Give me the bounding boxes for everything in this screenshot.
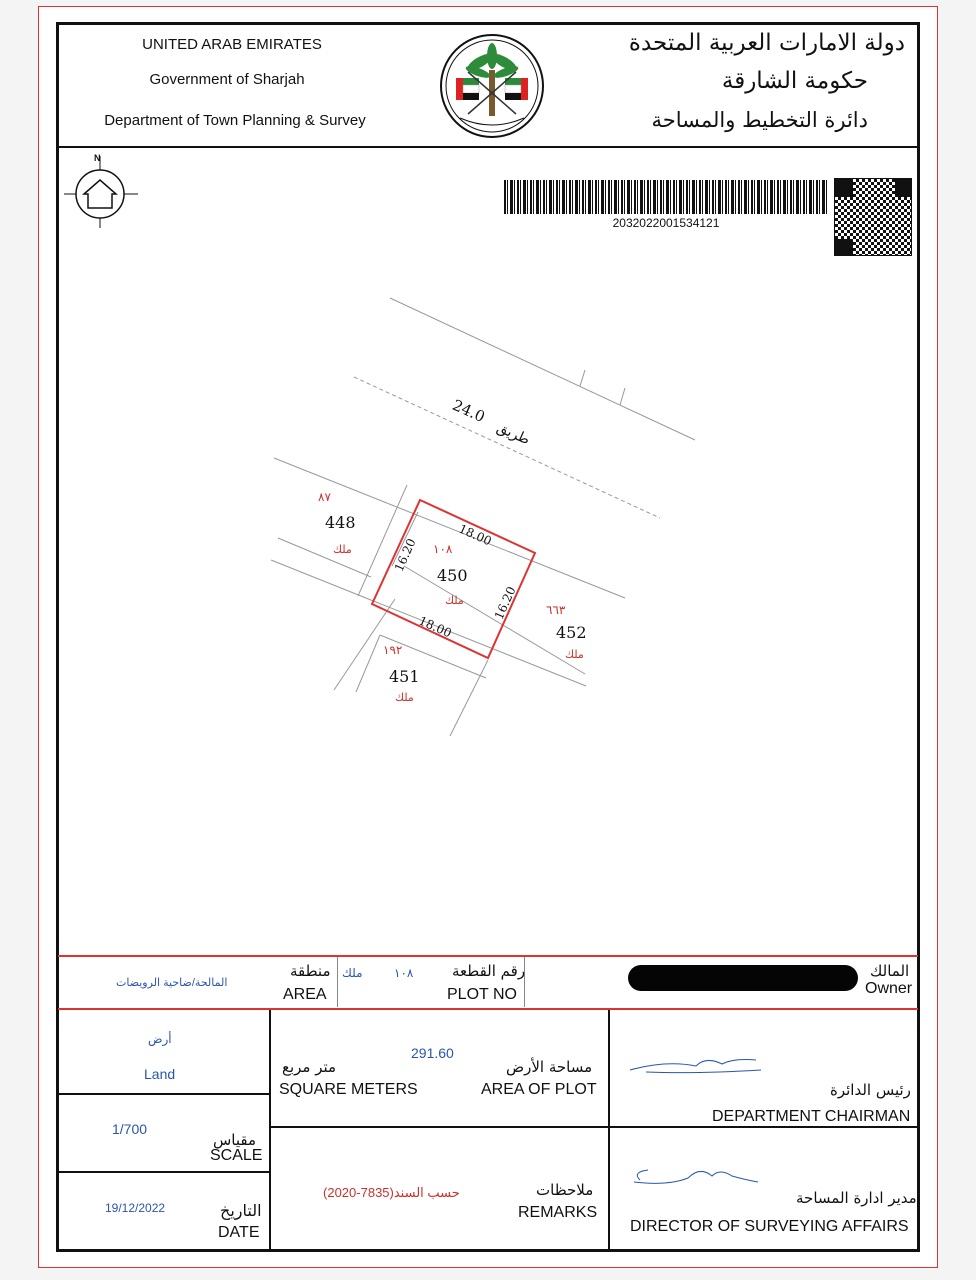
land-value-en: Land (144, 1066, 176, 1082)
date-label-en: DATE (218, 1224, 260, 1241)
north-label: N (94, 153, 101, 163)
road-center-line (354, 377, 660, 518)
country-ar: دولة الامارات العربية المتحدة (628, 30, 905, 56)
neighbor-452-number-ar: ٦٦٣ (546, 603, 566, 617)
neighbor-452-type: ملك (565, 649, 584, 661)
country-en: UNITED ARAB EMIRATES (142, 36, 322, 53)
table-divider (270, 1126, 918, 1128)
owner-label-en: Owner (865, 980, 913, 997)
road-label: طريق (494, 419, 533, 449)
chairman-label-en: DEPARTMENT CHAIRMAN (712, 1108, 911, 1125)
sharjah-emblem (438, 32, 546, 140)
table-divider (58, 1171, 270, 1173)
area-of-plot-label-ar: مساحة الأرض (506, 1058, 593, 1076)
header-divider (58, 146, 918, 148)
government-ar: حكومة الشارقة (721, 68, 868, 94)
table-divider (608, 1010, 610, 1250)
owner-name-redacted (628, 965, 858, 991)
north-arrow-icon (62, 152, 142, 232)
neighbor-452-number: 452 (556, 623, 587, 642)
remarks-label-ar: ملاحظات (536, 1181, 594, 1199)
side-right-dimension: 16.20 (491, 584, 519, 622)
scale-value: 1/700 (112, 1121, 148, 1137)
director-label-ar: مدير ادارة المساحة (796, 1189, 917, 1207)
table-divider (58, 1093, 270, 1095)
table-divider (269, 1010, 271, 1250)
date-label-ar: التاريخ (220, 1201, 262, 1220)
chairman-signature (626, 1052, 766, 1082)
road-width-label: 24.0 (449, 395, 488, 427)
area-label-ar: منطقة (290, 962, 331, 980)
area-of-plot-label-en: AREA OF PLOT (481, 1081, 597, 1098)
subject-plot-number-ar: ١٠٨ (433, 542, 453, 556)
subject-plot-number: 450 (437, 566, 468, 585)
info-strip-top-border (58, 955, 918, 957)
plot-no-value: ١٠٨ (394, 966, 414, 980)
side-left-dimension: 16.20 (391, 536, 419, 574)
director-label-en: DIRECTOR OF SURVEYING AFFAIRS (630, 1218, 909, 1235)
government-en: Government of Sharjah (149, 71, 305, 88)
side-bottom-dimension: 18.00 (416, 613, 454, 641)
director-signature (628, 1162, 768, 1194)
barcode-number: 2032022001534121 (612, 216, 720, 230)
side-top-dimension: 18.00 (456, 521, 494, 549)
date-value: 19/12/2022 (105, 1201, 166, 1215)
scale-label-en: SCALE (210, 1147, 263, 1164)
road-edge-line (390, 298, 695, 440)
neighbor-451-number-ar: ١٩٢ (383, 643, 403, 657)
info-divider (337, 957, 338, 1007)
remarks-value: حسب السند(7835-2020) (323, 1185, 460, 1200)
area-value: المالحة/ضاحية الرويضات (116, 977, 228, 989)
neighbor-451-number: 451 (389, 667, 420, 686)
owner-label-ar: المالك (870, 962, 910, 980)
scale-label-ar: مقياس (213, 1131, 257, 1149)
sqm-label-en: SQUARE METERS (279, 1081, 418, 1098)
neighbor-448-number-ar: ٨٧ (318, 490, 331, 504)
plot-plan-drawing (58, 230, 918, 930)
area-of-plot-value: 291.60 (411, 1045, 454, 1061)
barcode-image (504, 180, 828, 214)
department-ar: دائرة التخطيط والمساحة (651, 108, 868, 132)
remarks-label-en: REMARKS (518, 1204, 598, 1221)
subject-plot-type: ملك (445, 595, 464, 607)
land-value-ar: أرض (148, 1032, 172, 1046)
neighbor-451-type: ملك (395, 692, 414, 704)
neighbor-448-number: 448 (325, 513, 356, 532)
plot-no-label-ar: رقم القطعة (452, 962, 526, 980)
chairman-label-ar: رئيس الدائرة (830, 1081, 911, 1099)
neighbor-448-type: ملك (333, 544, 352, 556)
plot-no-label-en: PLOT NO (447, 986, 517, 1003)
info-strip-bottom-border (58, 1008, 918, 1010)
department-en: Department of Town Planning & Survey (104, 112, 366, 129)
plot-type-value: ملك (342, 966, 363, 980)
area-label-en: AREA (283, 986, 327, 1003)
sqm-label-ar: متر مربع (282, 1058, 337, 1076)
